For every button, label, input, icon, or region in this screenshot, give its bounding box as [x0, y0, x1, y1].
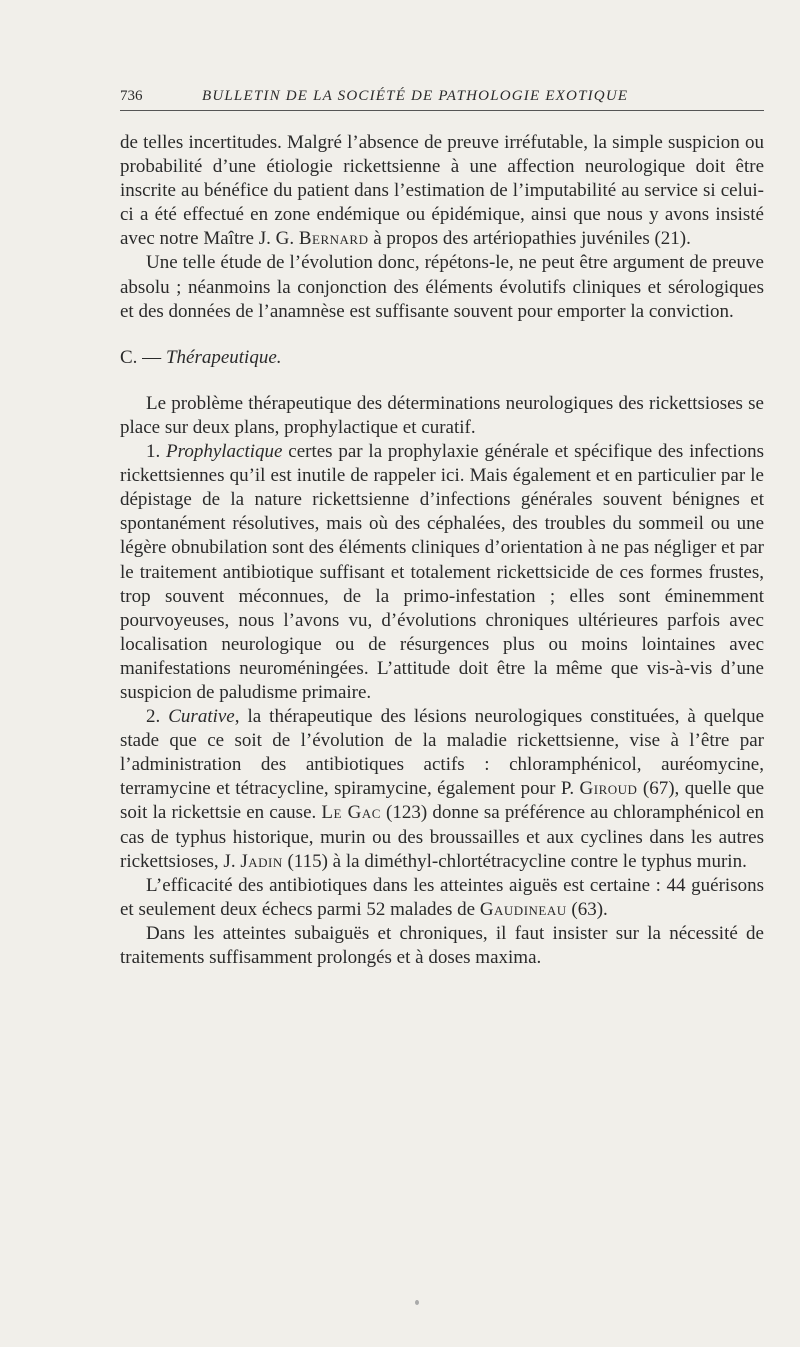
- journal-title: BULLETIN DE LA SOCIÉTÉ DE PATHOLOGIE EXOTIQUE: [202, 88, 629, 104]
- section-heading: [120, 346, 764, 370]
- author-bernard: Bernard: [298, 228, 369, 250]
- paragraph-4: [120, 440, 764, 705]
- paragraph-1: [120, 131, 764, 251]
- paragraph-1-text-b: à propos des artériopathies juvéniles (21).: [368, 228, 691, 250]
- item-number-1: 1.: [146, 441, 167, 463]
- running-header: [120, 88, 764, 111]
- page-number: 736: [120, 88, 143, 104]
- author-le-gac: Le Gac: [321, 802, 381, 824]
- section-label: C. —: [120, 346, 166, 368]
- paragraph-5-text-b: (67), quelle que soit la rickettsie en cause.: [120, 778, 764, 824]
- paragraph-5: [120, 705, 764, 874]
- body-text: [120, 131, 764, 970]
- ink-speck: [415, 1300, 419, 1305]
- paragraph-6-text-b: (63).: [566, 898, 608, 920]
- paragraph-1-text-a: de telles incertitudes. Malgré l’absence de preuve irréfutable, la simple suspicion ou probabilité d’une étiologie rickettsienne à une affection neurologique doit être inscrite au bénéfice du patient dans l’estimation de l’imputabilité au service si celui-ci a été effectué en zone endémique ou épidémique, ainsi que nous y avons insisté avec notre Maître J. G.: [120, 132, 764, 250]
- paragraph-5-text-d: (115) à la diméthyl-chlortétracycline contre le typhus murin.: [282, 850, 747, 872]
- author-gaudineau: Gaudineau: [479, 898, 567, 920]
- paragraph-2: Une telle étude de l’évolution donc, répétons-le, ne peut être argument de preuve absolu ; néanmoins la conjonction des éléments évolutifs cliniques et sérologiques et des données de l’anamnèse est suffisante souvent pour emporter la conviction.: [120, 252, 764, 322]
- item-number-2: 2.: [146, 706, 169, 728]
- paragraph-6-text-a: L’efficacité des antibiotiques dans les atteintes aiguës est certaine : 44 guérisons et seulement deux échecs parmi 52 malades de: [120, 874, 764, 920]
- term-curative: Curative: [168, 706, 235, 728]
- paragraph-5-text-c: (123) donne sa préférence au chloramphénicol en cas de typhus historique, murin ou des broussailles et aux cyclines dans les autres rickettsioses, J.: [120, 802, 765, 872]
- author-giroud: Giroud: [579, 778, 638, 800]
- paragraph-4-text: certes par la prophylaxie générale et spécifique des infections rickettsiennes qu’il est inutile de rappeler ici. Mais également et en particulier par le dépistage de la nature rickettsienne d’infections générales souvent bénignes et spontanément résolutives, mais où des céphalées, des troubles du sommeil ou une légère obnubilation sont des éléments cliniques d’orientation à ne pas négliger et par le traitement antibiotique suffisant et totalement rickettsicide de ces formes frustes, trop souvent méconnues, de la primo-infestation ; elles sont éminemment pourvoyeuses, nous l’avons vu, d’évolutions chroniques ultérieures parfois avec localisation neurologique ou de résurgences plus ou moins lointaines avec manifestations neuroméningées. L’attitude doit être la même que vis-à-vis d’une suspicion de paludisme primaire.: [120, 441, 765, 703]
- term-prophylactique: Prophylactique: [166, 441, 283, 463]
- paragraph-5-text-a: , la thérapeutique des lésions neurologiques constituées, à quelque stade que ce soit de l’évolution de la maladie rickettsienne, vise à l’être par l’administration des antibiotiques actifs : chloramphénicol, auréomycine, terramycine et tétracycline, spiramycine, également pour P.: [120, 706, 764, 800]
- author-jadin: Jadin: [240, 850, 283, 872]
- section-title: Thérapeutique.: [165, 346, 282, 368]
- paragraph-3: Le problème thérapeutique des déterminations neurologiques des rickettsioses se place sur deux plans, prophylactique et curatif.: [120, 392, 764, 438]
- paragraph-6: [120, 874, 764, 922]
- paragraph-7: Dans les atteintes subaiguës et chroniques, il faut insister sur la nécessité de traitements suffisamment prolongés et à doses maxima.: [120, 922, 764, 968]
